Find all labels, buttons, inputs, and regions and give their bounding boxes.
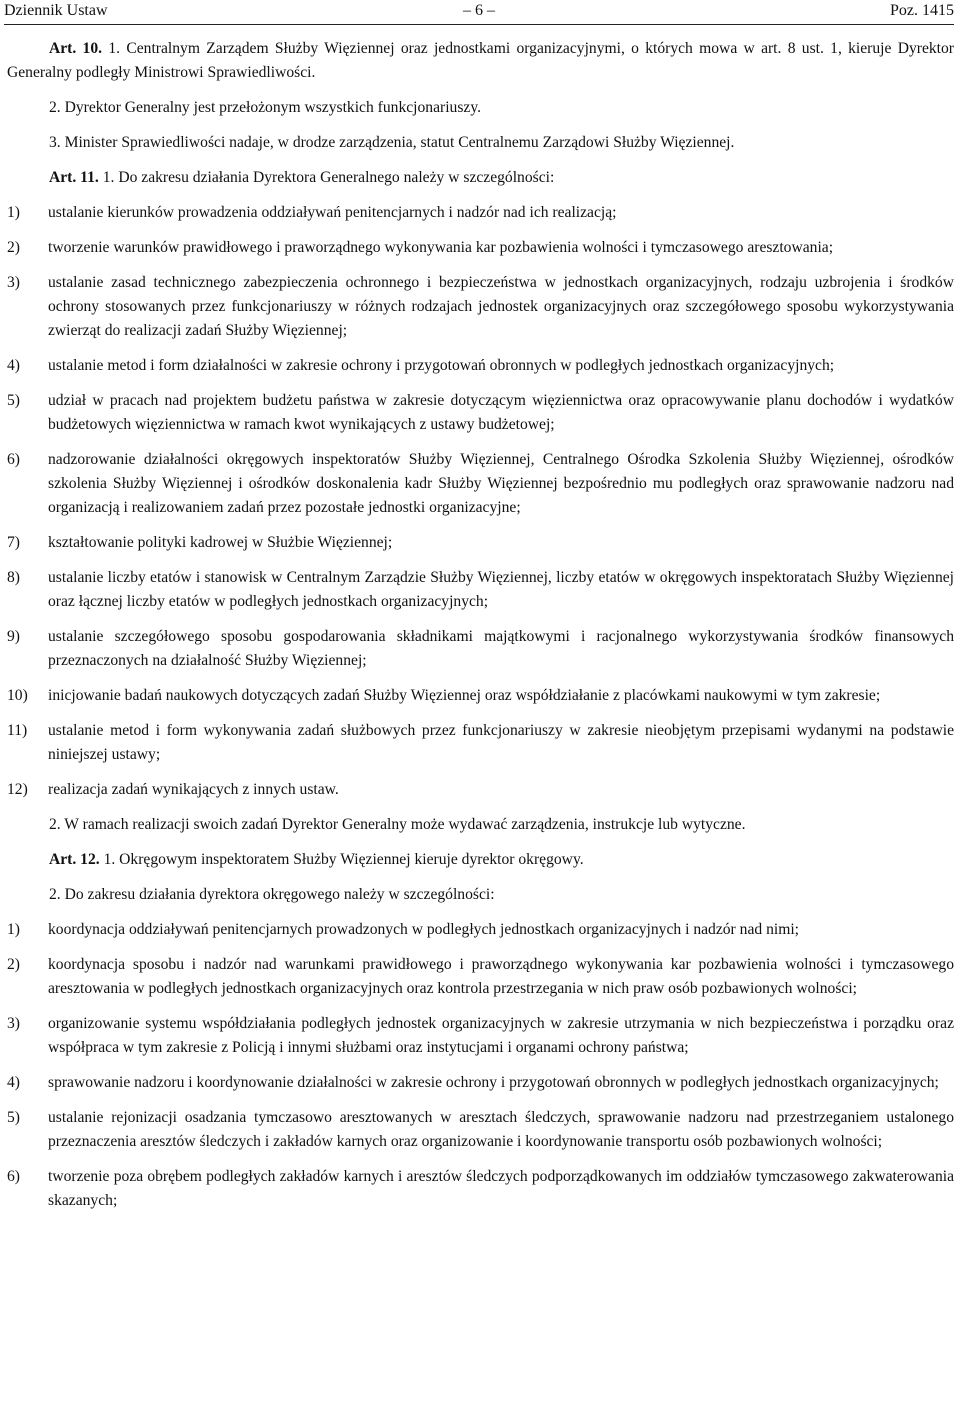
item-number: 4) <box>7 1074 20 1091</box>
item-number: 3) <box>7 1015 20 1032</box>
list-item <box>7 625 954 673</box>
list-item <box>7 684 954 708</box>
item-text: nadzorowanie działalności okręgowych inspektoratów Służby Więziennej, Centralnego Ośrodka Szkolenia Służby Więziennej, ośrodków szkolenia Służby Więziennej i ośrodków doskonalenia kadr Służby Więziennej bezpośrednio mu podległych oraz sprawowanie nadzoru nad organizacją i realizowaniem zadań przez pozostałe jednostki organizacyjne; <box>48 451 954 516</box>
item-number: 5) <box>7 1109 20 1126</box>
paragraph-text: 1. Do zakresu działania Dyrektora Generalnego należy w szczególności: <box>102 169 555 186</box>
item-number: 1) <box>7 204 20 221</box>
art12-paragraph-2: 2. Do zakresu działania dyrektora okręgowego należy w szczególności: <box>49 886 495 903</box>
art11-paragraph-1 <box>7 166 954 190</box>
list-item <box>7 354 954 378</box>
art12-item-list <box>7 918 954 1213</box>
item-number: 11) <box>7 722 28 739</box>
art11-item-list <box>7 201 954 802</box>
page-header <box>4 0 954 25</box>
list-item <box>7 1012 954 1060</box>
list-item <box>7 389 954 437</box>
item-text: udział w pracach nad projektem budżetu państwa w zakresie dotyczącym więziennictwa oraz opracowywanie planu dochodów i wydatków budżetowych więziennictwa w ramach kwot wynikających z ustawy budżetowej; <box>48 392 954 433</box>
document-body <box>7 37 954 1224</box>
item-number: 6) <box>7 1168 20 1185</box>
art12-paragraph-1 <box>7 848 954 872</box>
art10-paragraph-3: 3. Minister Sprawiedliwości nadaje, w drodze zarządzenia, statut Centralnemu Zarządowi Służby Więziennej. <box>49 134 735 151</box>
list-item <box>7 531 954 555</box>
item-text: koordynacja sposobu i nadzór nad warunkami prawidłowego i praworządnego wykonywania kar pozbawienia wolności i tymczasowego aresztowania w podległych jednostkach organizacyjnych oraz kontrola przestrzegania w nich praw osób pozbawionych wolności; <box>48 956 954 997</box>
item-text: kształtowanie polityki kadrowej w Służbie Więziennej; <box>48 534 393 551</box>
item-text: inicjowanie badań naukowych dotyczących zadań Służby Więziennej oraz współdziałanie z placówkami naukowymi w tym zakresie; <box>48 687 881 704</box>
list-item <box>7 778 954 802</box>
item-number: 3) <box>7 274 20 291</box>
item-text: ustalanie zasad technicznego zabezpieczenia ochronnego i bezpieczeństwa w jednostkach organizacyjnych, rodzaju uzbrojenia i środków ochrony stosowanych przez funkcjonariuszy w różnych rodzajach jednostek organizacyjnych oraz szczegółowego sposobu wykorzystywania zwierząt do realizacji zadań Służby Więziennej; <box>48 274 954 339</box>
article-label: Art. 11. <box>49 169 99 186</box>
item-number: 9) <box>7 628 20 645</box>
list-item <box>7 236 954 260</box>
item-number: 8) <box>7 569 20 586</box>
paragraph-text: 1. Centralnym Zarządem Służby Więziennej oraz jednostkami organizacyjnymi, o których mowa w art. 8 ust. 1, kieruje Dyrektor Generalny podległy Ministrowi Sprawiedliwości. <box>7 40 955 81</box>
list-item <box>7 448 954 520</box>
item-text: tworzenie warunków prawidłowego i praworządnego wykonywania kar pozbawienia wolności i tymczasowego aresztowania; <box>48 239 834 256</box>
item-number: 2) <box>7 956 20 973</box>
item-text: ustalanie rejonizacji osadzania tymczasowo aresztowanych w aresztach śledczych, sprawowanie nadzoru nad przestrzeganiem ustalonego przeznaczenia aresztów śledczych i zakładów karnych oraz organizowanie i koordynowanie transportu osób pozbawionych wolności; <box>48 1109 954 1150</box>
article-label: Art. 12. <box>49 851 100 868</box>
list-item <box>7 566 954 614</box>
paragraph-text: 1. Okręgowym inspektoratem Służby Więziennej kieruje dyrektor okręgowy. <box>103 851 584 868</box>
position-number: Poz. 1415 <box>890 2 954 19</box>
item-text: koordynacja oddziaływań penitencjarnych prowadzonych w podległych jednostkach organizacyjnych i nadzór nad nimi; <box>48 921 799 938</box>
item-number: 6) <box>7 451 20 468</box>
item-number: 7) <box>7 534 20 551</box>
item-text: sprawowanie nadzoru i koordynowanie działalności w zakresie ochrony i przygotowań obronnych w podległych jednostkach organizacyjnych; <box>48 1074 939 1091</box>
art11-paragraph-2: 2. W ramach realizacji swoich zadań Dyrektor Generalny może wydawać zarządzenia, instrukcje lub wytyczne. <box>49 816 746 833</box>
list-item <box>7 271 954 343</box>
page-number: – 6 – <box>463 2 495 19</box>
item-text: ustalanie szczegółowego sposobu gospodarowania składnikami majątkowymi i racjonalnego wykorzystywania środków finansowych przeznaczonych na działalność Służby Więziennej; <box>48 628 954 669</box>
item-text: ustalanie liczby etatów i stanowisk w Centralnym Zarządzie Służby Więziennej, liczby etatów w okręgowych inspektoratach Służby Więziennej oraz łącznej liczby etatów w podległych jednostkach organizacyjnych; <box>48 569 954 610</box>
list-item <box>7 1106 954 1154</box>
item-number: 5) <box>7 392 20 409</box>
item-text: ustalanie metod i form działalności w zakresie ochrony i przygotowań obronnych w podległych jednostkach organizacyjnych; <box>48 357 835 374</box>
list-item <box>7 918 954 942</box>
art10-paragraph-2: 2. Dyrektor Generalny jest przełożonym wszystkich funkcjonariuszy. <box>49 99 482 116</box>
item-number: 12) <box>7 781 28 798</box>
art10-paragraph-1 <box>7 37 954 85</box>
article-label: Art. 10. <box>49 40 103 57</box>
list-item <box>7 1165 954 1213</box>
list-item <box>7 719 954 767</box>
item-number: 10) <box>7 687 28 704</box>
item-text: realizacja zadań wynikających z innych ustaw. <box>48 781 339 798</box>
item-text: organizowanie systemu współdziałania podległych jednostek organizacyjnych w zakresie utrzymania w nich bezpieczeństwa i porządku oraz współpraca w tym zakresie z Policją i innymi służbami oraz instytucjami i organami ochrony państwa; <box>48 1015 954 1056</box>
journal-title: Dziennik Ustaw <box>4 2 108 19</box>
item-text: ustalanie metod i form wykonywania zadań służbowych przez funkcjonariuszy w zakresie nieobjętym przepisami wydanymi na podstawie niniejszej ustawy; <box>48 722 954 763</box>
item-number: 1) <box>7 921 20 938</box>
item-number: 4) <box>7 357 20 374</box>
list-item <box>7 1071 954 1095</box>
item-text: tworzenie poza obrębem podległych zakładów karnych i aresztów śledczych podporządkowanych im oddziałów tymczasowego zakwaterowania skazanych; <box>48 1168 954 1209</box>
item-text: ustalanie kierunków prowadzenia oddziaływań penitencjarnych i nadzór nad ich realizacją; <box>48 204 617 221</box>
list-item <box>7 201 954 225</box>
item-number: 2) <box>7 239 20 256</box>
list-item <box>7 953 954 1001</box>
